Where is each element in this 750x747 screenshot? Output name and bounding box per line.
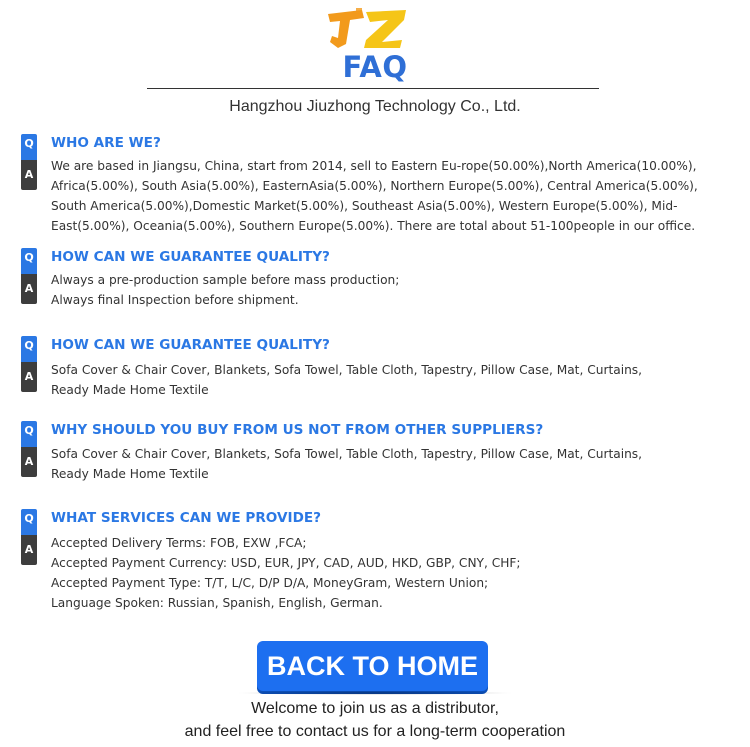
faq-question: WHAT SERVICES CAN WE PROVIDE? (51, 510, 322, 526)
answer-line: Africa(5.00%), South Asia(5.00%), EasternAsia(5.00%), Northern Europe(5.00%), Central America(5.00%), (51, 179, 698, 193)
welcome-line: Welcome to join us as a distributor, (251, 700, 499, 717)
question-badge: Q (21, 509, 37, 535)
faq-question: HOW CAN WE GUARANTEE QUALITY? (51, 337, 330, 353)
faq-question: WHO ARE WE? (51, 135, 161, 151)
welcome-message (0, 697, 750, 743)
faq-answer (51, 360, 721, 400)
answer-line: We are based in Jiangsu, China, start from 2014, sell to Eastern Eu-rope(50.00%),North America(10.00%), (51, 159, 697, 173)
answer-line: Accepted Delivery Terms: FOB, EXW ,FCA; (51, 536, 307, 550)
faq-answer (51, 270, 721, 310)
answer-line: Always a pre-production sample before mass production; (51, 273, 400, 287)
company-logo-icon (326, 6, 408, 50)
faq-answer (51, 444, 721, 484)
answer-line: Ready Made Home Textile (51, 383, 209, 397)
answer-line: Accepted Payment Type: T/T, L/C, D/P D/A, MoneyGram, Western Union; (51, 576, 489, 590)
faq-answer (51, 533, 721, 613)
answer-badge: A (21, 274, 37, 304)
company-name: Hangzhou Jiuzhong Technology Co., Ltd. (229, 98, 521, 115)
answer-line: East(5.00%), Oceania(5.00%), Southern Europe(5.00%). There are total about 51-100people in our office. (51, 219, 696, 233)
question-badge: Q (21, 421, 37, 447)
faq-question: HOW CAN WE GUARANTEE QUALITY? (51, 249, 330, 265)
answer-line: Always final Inspection before shipment. (51, 293, 299, 307)
title-divider (147, 88, 599, 89)
faq-question: WHY SHOULD YOU BUY FROM US NOT FROM OTHER SUPPLIERS? (51, 422, 544, 438)
page-title: FAQ (342, 50, 408, 84)
answer-line: Accepted Payment Currency: USD, EUR, JPY, CAD, AUD, HKD, GBP, CNY, CHF; (51, 556, 521, 570)
answer-line: Ready Made Home Textile (51, 467, 209, 481)
answer-badge: A (21, 160, 37, 190)
faq-answer (51, 156, 721, 236)
question-badge: Q (21, 248, 37, 274)
answer-line: South America(5.00%),Domestic Market(5.00%), Southeast Asia(5.00%), Western Europe(5.00%), Mid- (51, 199, 678, 213)
answer-line: Sofa Cover & Chair Cover, Blankets, Sofa Towel, Table Cloth, Tapestry, Pillow Case, Mat, Curtains, (51, 447, 643, 461)
answer-line: Sofa Cover & Chair Cover, Blankets, Sofa Towel, Table Cloth, Tapestry, Pillow Case, Mat, Curtains, (51, 363, 643, 377)
answer-badge: A (21, 535, 37, 565)
answer-line: Language Spoken: Russian, Spanish, English, German. (51, 596, 383, 610)
button-shadow (235, 691, 515, 695)
welcome-line: and feel free to contact us for a long-term cooperation (184, 723, 566, 740)
answer-badge: A (21, 447, 37, 477)
answer-badge: A (21, 362, 37, 392)
question-badge: Q (21, 134, 37, 160)
back-to-home-button[interactable]: BACK TO HOME (257, 641, 488, 691)
question-badge: Q (21, 336, 37, 362)
